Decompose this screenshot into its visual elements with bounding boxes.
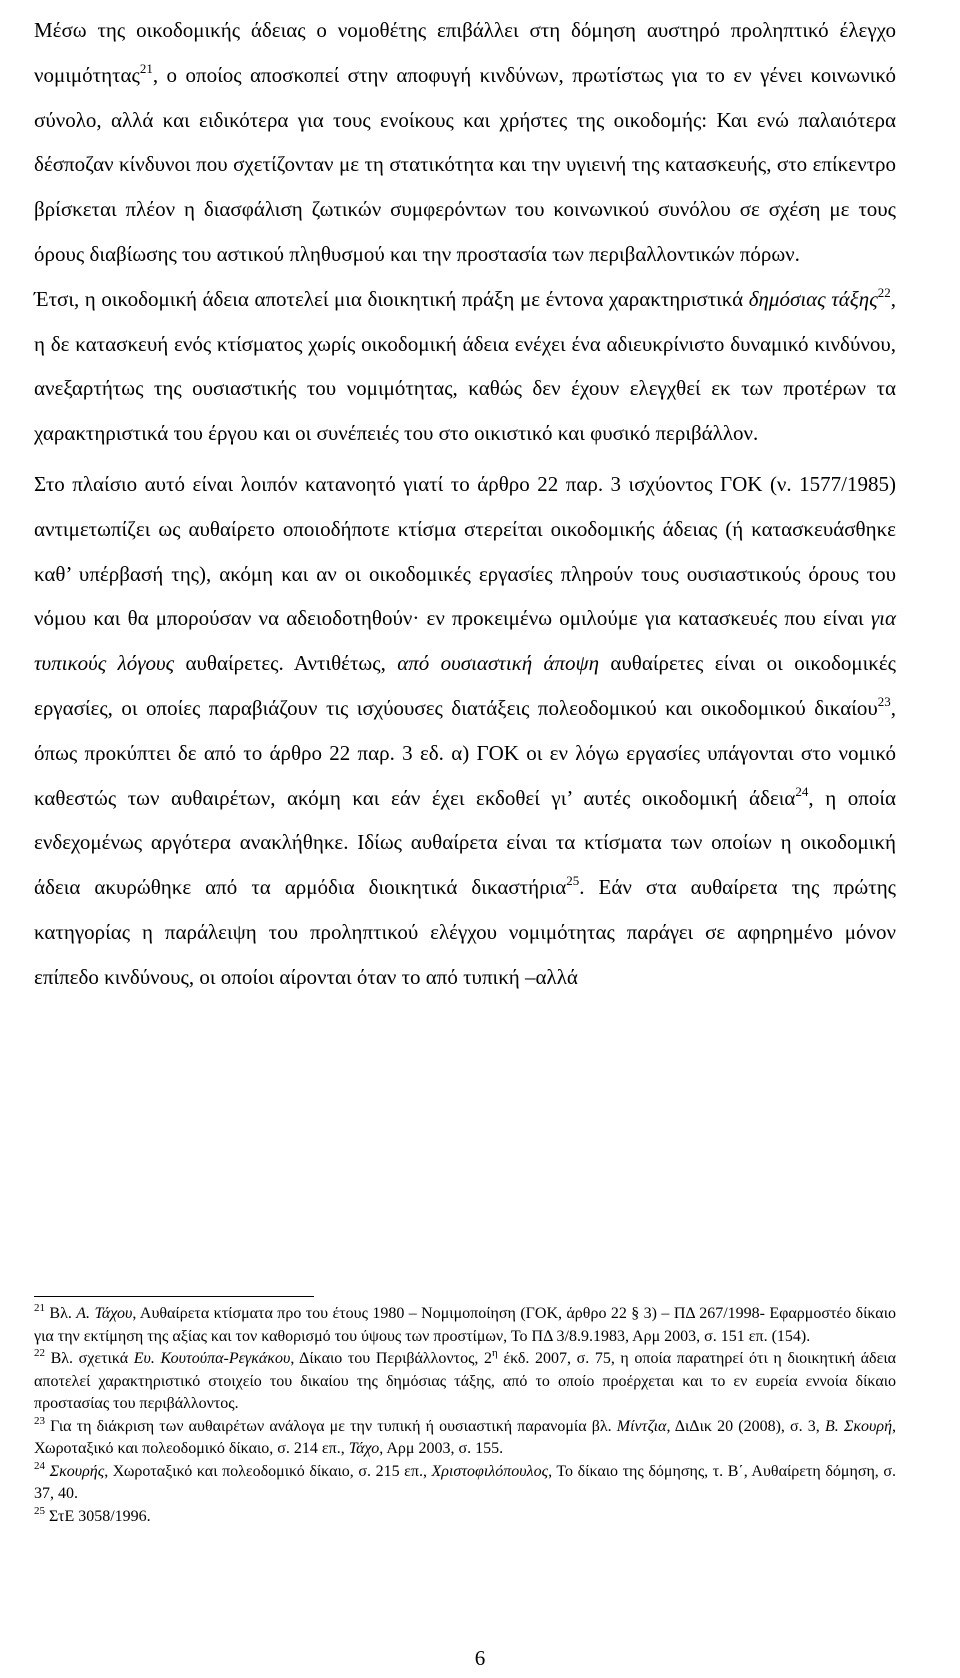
italic-text: Τάχο	[348, 1440, 380, 1457]
text-run: . Εάν στα αυθαίρετα της πρώτης κατηγορίας η παράλειψη του προληπτικού ελέγχου νομιμότητας παράγει σε αφηρημένο μόνον επίπεδο κινδύνους, οι οποίοι αίρονται όταν το από τυπική –αλλά	[34, 875, 896, 989]
footnote-ref: 21	[34, 1302, 45, 1314]
footnote-22	[34, 1348, 896, 1416]
text-run: Βλ. σχετικά	[45, 1350, 134, 1367]
italic-text: για τυπικούς λόγους	[34, 606, 896, 676]
text-run: Για τη διάκριση των αυθαιρέτων ανάλογα με την τυπική ή ουσιαστική παρανομία βλ.	[45, 1417, 617, 1435]
footnote-23	[34, 1416, 896, 1461]
document-page	[34, 8, 896, 1000]
footnotes	[34, 1296, 896, 1528]
italic-text: Χριστοφιλόπουλος	[431, 1462, 549, 1480]
italic-text: Μίντζια	[616, 1417, 667, 1435]
italic-text: Β. Σκουρή	[824, 1417, 893, 1435]
footnote-21	[34, 1303, 896, 1348]
text-run: , ο οποίος αποσκοπεί στην αποφυγή κινδύνων, πρωτίστως για το εν γένει κοινωνικό σύνολο, αλλά και ειδικότερα για τους ενοίκους και χρήστες της οικοδομής: Και ενώ παλαιότερα δέσποζαν κίνδυνοι που σχετίζονταν με τη στατικότητα και την υγιεινή της κατασκευής, στο επίκεντρο βρίσκεται πλέον η διασφάλιση ζωτικών συμφερόντων του κοινωνικού συνόλου σε σχέση με τους όρους διαβίωσης του αστικού πληθυσμού και την προστασία των περιβαλλοντικών πόρων.	[34, 62, 896, 266]
footnote-24	[34, 1461, 896, 1506]
italic-text: Σκουρής	[49, 1462, 105, 1480]
text-run: , Χωροταξικό και πολεοδομικό δίκαιο, σ. 214 επ.,	[34, 1417, 897, 1457]
text-run: , η δε κατασκευή ενός κτίσματος χωρίς οικοδομική άδεια ενέχει ένα αδιευκρίνιστο δυναμικό κινδύνου, ανεξαρτήτως της ουσιαστικής του νομιμότητας, καθώς δεν έχουν ελεγχθεί εκ των προτέρων τα χαρακτηριστικά του έργου και οι συνέπειές του στο οικιστικό και φυσικό περιβάλλον.	[34, 286, 896, 446]
footnote-25	[34, 1506, 896, 1529]
text-run: Στο πλαίσιο αυτό είναι λοιπόν κατανοητό γιατί το άρθρο 22 παρ. 3 ισχύοντος ΓΟΚ (ν. 1577/1985) αντιμετωπίζει ως αυθαίρετο οποιοδήποτε κτίσμα στερείται οικοδομικής άδειας (ή κατασκευάσθηκε καθ’ υπέρβασή της), ακόμη και αν οι οικοδομικές εργασίες πληρούν τους ουσιαστικούς όρους του νόμου και θα μπορούσαν να αδειοδοτηθούν· εν προκειμένω ομιλούμε για κατασκευές που είναι	[34, 471, 896, 631]
footnote-separator	[34, 1296, 314, 1297]
paragraph-1	[34, 8, 896, 277]
page-number: 6	[474, 1646, 486, 1670]
text-run: αυθαίρετες είναι οι οικοδομικές εργασίες, οι οποίες παραβιάζουν τις ισχύουσες διατάξεις πολεοδομικού και οικοδομικού δικαίου	[34, 651, 896, 720]
footnote-ref: 24	[34, 1459, 45, 1472]
text-run: , όπως προκύπτει δε από το άρθρο 22 παρ. 3 εδ. α) ΓΟΚ οι εν λόγω εργασίες υπάγονται στο νομικό καθεστώς των αυθαιρέτων, ακόμη και εάν έχει εκδοθεί γι’ αυτές οικοδομική άδεια	[34, 695, 896, 810]
footnote-ref: 24	[795, 783, 809, 799]
text-run: , Χωροταξικό και πολεοδομικό δίκαιο, σ. 215 επ.,	[104, 1462, 432, 1480]
footnote-ref: 25	[34, 1504, 45, 1517]
paragraph-3	[34, 462, 896, 1000]
text-run: αυθαίρετες. Αντιθέτως,	[174, 651, 398, 676]
footnote-ref: 22	[34, 1347, 45, 1359]
footnote-ref: η	[492, 1347, 498, 1359]
text-run: , Αυθαίρετα κτίσματα προ του έτους 1980 – Νομιμοποίηση (ΓΟΚ, άρθρο 22 § 3) – ΠΔ 267/1998- Εφαρμοστέο δίκαιο για την εκτίμηση της αξίας και τον καθορισμό του ύψους των προστίμων, Το ΠΔ 3/8.9.1983, Αρμ 2003, σ. 151 επ. (154).	[34, 1305, 896, 1345]
footnote-ref: 23	[877, 693, 891, 709]
text-run: , η οποία ενδεχομένως αργότερα ανακλήθηκε. Ιδίως αυθαίρετα είναι τα κτίσματα των οποίων η οικοδομική άδεια ακυρώθηκε από τα αρμόδια διοικητικά δικαστήρια	[34, 785, 896, 900]
italic-text: Ευ. Κουτούπα-Ρεγκάκου	[133, 1350, 291, 1367]
text-run: , ΔιΔικ 20 (2008), σ. 3,	[666, 1417, 825, 1435]
italic-text: δημόσιας τάξης	[748, 286, 878, 311]
paragraph-2	[34, 277, 896, 456]
text-run: έκδ. 2007, σ. 75, η οποία παρατηρεί ότι η διοικητική άδεια αποτελεί χαρακτηριστικό στοιχείο του δικαίου της δημόσιας τάξης, από το οποίο προέρχεται και το εν ευρεία εννοία δίκαιο προστασίας του περιβάλλοντος.	[34, 1350, 897, 1412]
text-run: ΣτΕ 3058/1996.	[45, 1507, 151, 1525]
footnote-ref: 23	[34, 1414, 45, 1427]
text-run: Έτσι, η οικοδομική άδεια αποτελεί μια διοικητική πράξη με έντονα χαρακτηριστικά	[34, 286, 749, 311]
text-run: Βλ.	[45, 1305, 77, 1322]
italic-text: από ουσιαστική άποψη	[397, 651, 600, 676]
footnote-ref: 25	[566, 873, 580, 889]
body-text	[34, 8, 896, 1000]
text-run: , Αρμ 2003, σ. 155.	[379, 1440, 504, 1457]
text-run: , Δίκαιο του Περιβάλλοντος, 2	[290, 1350, 493, 1367]
footnote-ref: 22	[877, 284, 891, 300]
italic-text: Α. Τάχου	[76, 1305, 133, 1322]
text-run: Μέσω της οικοδομικής άδειας ο νομοθέτης επιβάλλει στη δόμηση αυστηρό προληπτικό έλεγχο νομιμότητας	[34, 18, 896, 87]
text-run: , Το δίκαιο της δόμησης, τ. Β΄, Αυθαίρετη δόμηση, σ. 37, 40.	[34, 1462, 897, 1502]
footnote-ref: 21	[139, 60, 153, 76]
